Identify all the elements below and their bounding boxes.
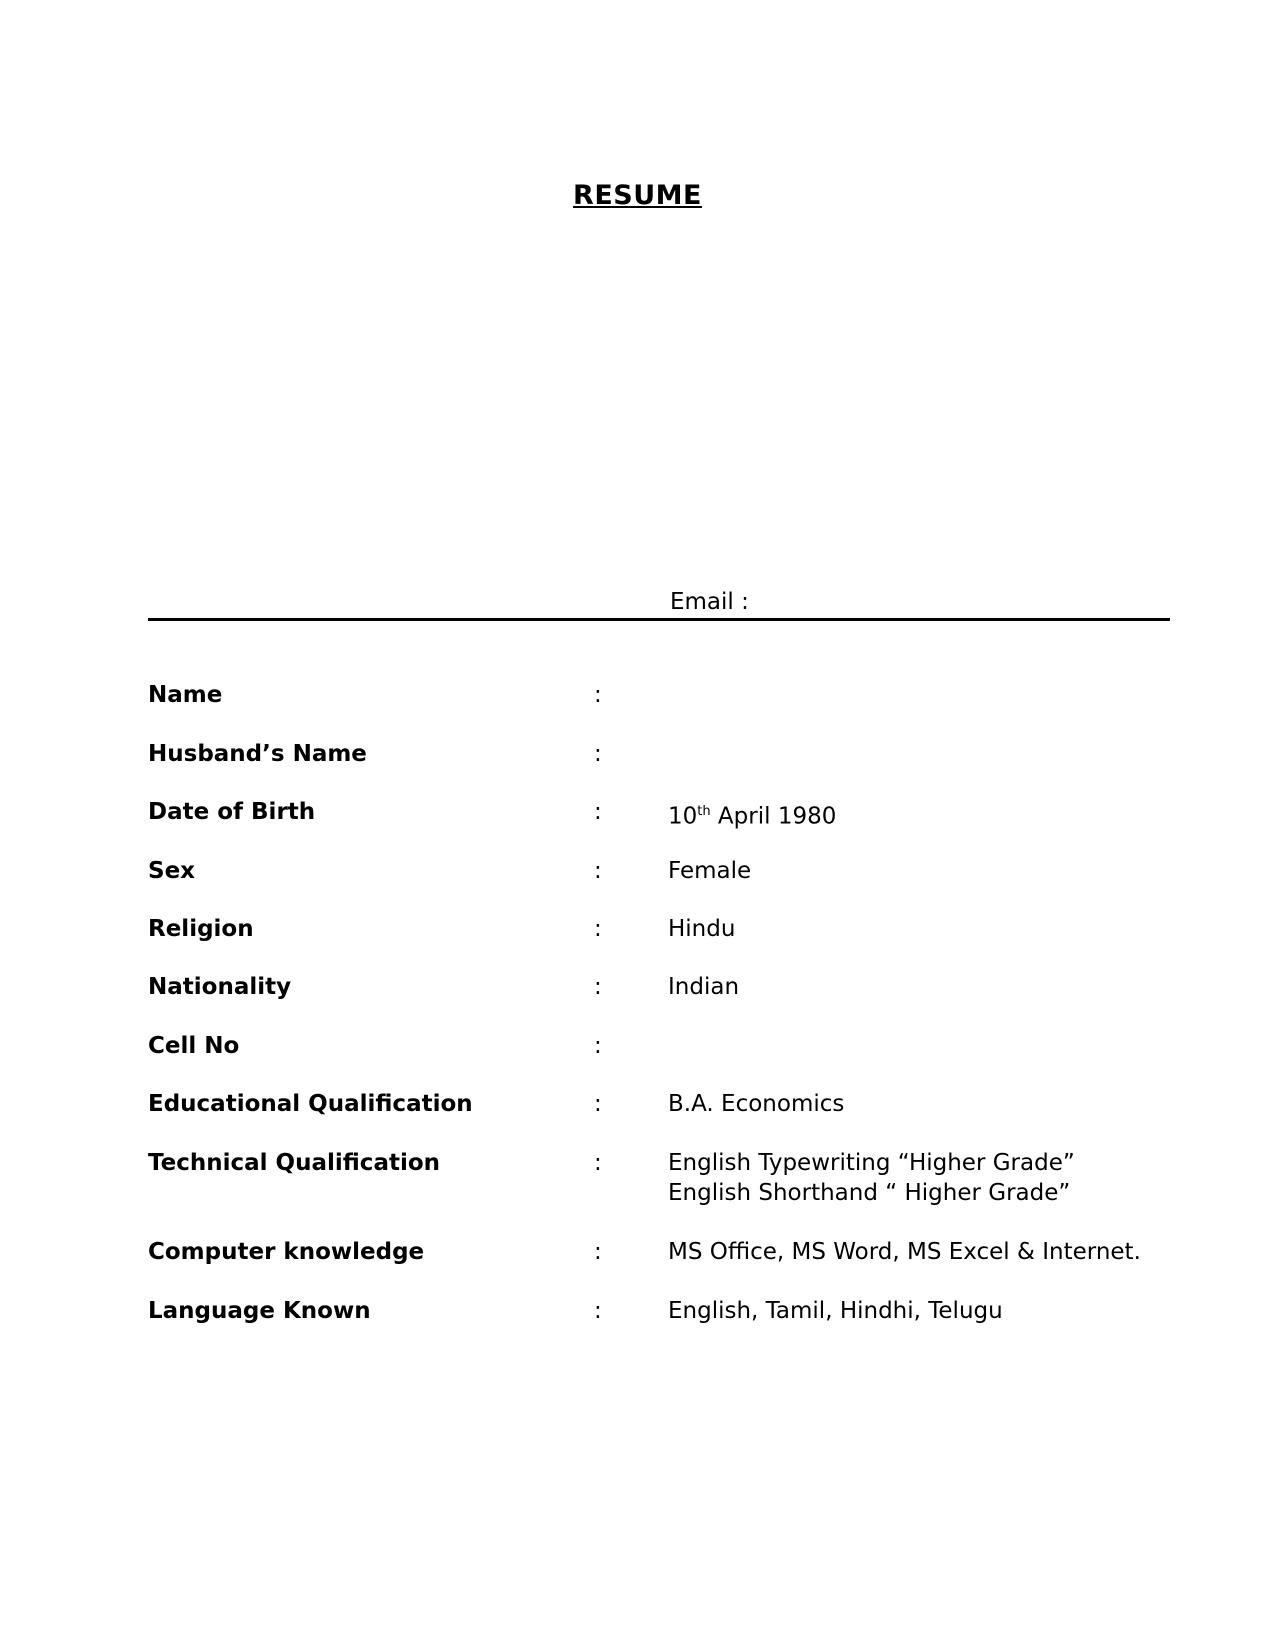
header-divider bbox=[148, 618, 1170, 621]
field-value: Hindu bbox=[668, 916, 736, 942]
field-label: Name bbox=[148, 682, 223, 708]
field-label: Date of Birth bbox=[148, 799, 316, 825]
field-value: B.A. Economics bbox=[668, 1091, 845, 1117]
field-colon: : bbox=[594, 1033, 602, 1059]
field-value: MS Office, MS Word, MS Excel & Internet. bbox=[668, 1239, 1141, 1265]
field-colon: : bbox=[594, 1298, 602, 1324]
field-value: English Typewriting “Higher Grade” bbox=[668, 1150, 1075, 1176]
field-label: Sex bbox=[148, 858, 195, 884]
field-colon: : bbox=[594, 1091, 602, 1117]
field-label: Computer knowledge bbox=[148, 1239, 425, 1265]
field-colon: : bbox=[594, 799, 602, 825]
field-value: English, Tamil, Hindhi, Telugu bbox=[668, 1298, 1003, 1324]
field-colon: : bbox=[594, 1239, 602, 1265]
field-colon: : bbox=[594, 741, 602, 767]
resume-title: RESUME bbox=[573, 180, 702, 211]
field-label: Educational Qualification bbox=[148, 1091, 473, 1117]
field-label: Husband’s Name bbox=[148, 741, 367, 767]
field-value: English Shorthand “ Higher Grade” bbox=[668, 1180, 1071, 1206]
field-colon: : bbox=[594, 1150, 602, 1176]
field-colon: : bbox=[594, 858, 602, 884]
field-label: Language Known bbox=[148, 1298, 371, 1324]
field-label: Religion bbox=[148, 916, 254, 942]
field-label: Nationality bbox=[148, 974, 292, 1000]
field-value: Indian bbox=[668, 974, 740, 1000]
field-colon: : bbox=[594, 974, 602, 1000]
email-label: Email : bbox=[670, 589, 749, 615]
field-value: Female bbox=[668, 858, 752, 884]
field-label: Technical Qualification bbox=[148, 1150, 441, 1176]
field-value: 10th April 1980 bbox=[668, 803, 837, 830]
field-label: Cell No bbox=[148, 1033, 240, 1059]
field-colon: : bbox=[594, 682, 602, 708]
field-colon: : bbox=[594, 916, 602, 942]
